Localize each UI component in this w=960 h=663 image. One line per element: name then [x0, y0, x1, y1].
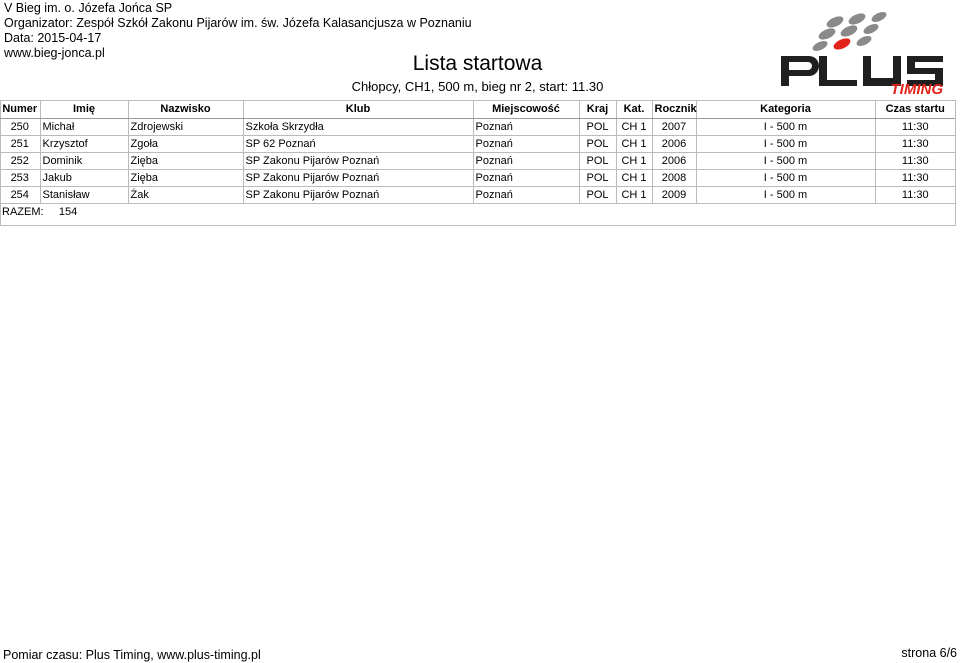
col-kat: Kat.	[616, 100, 652, 119]
col-miejscowosc: Miejscowość	[473, 100, 579, 119]
page-subtitle: Chłopcy, CH1, 500 m, bieg nr 2, start: 11.30	[351, 79, 604, 94]
col-klub: Klub	[243, 100, 473, 119]
cell-numer: 251	[0, 136, 40, 153]
table-row	[0, 187, 955, 204]
cell-kraj: POL	[579, 170, 616, 187]
cell-kategoria: I - 500 m	[696, 153, 875, 170]
cell-kraj: POL	[579, 119, 616, 136]
cell-klub: Szkoła Skrzydła	[243, 119, 473, 136]
cell-rocznik: 2006	[652, 153, 696, 170]
total-label: RAZEM:	[2, 206, 44, 218]
cell-imie: Stanisław	[40, 187, 128, 204]
cell-nazwisko: Zięba	[128, 170, 243, 187]
cell-imie: Krzysztof	[40, 136, 128, 153]
cell-kat: CH 1	[616, 170, 652, 187]
event-name: V Bieg im. o. Józefa Jońca SP	[4, 1, 173, 15]
cell-kategoria: I - 500 m	[696, 136, 875, 153]
start-list-table	[0, 100, 955, 220]
cell-imie: Dominik	[40, 153, 128, 170]
cell-kat: CH 1	[616, 119, 652, 136]
table-row	[0, 136, 955, 153]
event-website[interactable]: www.bieg-jonca.pl	[4, 46, 105, 60]
page-title: Lista startowa	[412, 52, 543, 75]
cell-numer: 253	[0, 170, 40, 187]
col-numer: Numer	[0, 100, 40, 119]
logo-timing-text	[891, 81, 944, 96]
cell-miejscowosc: Poznań	[473, 170, 579, 187]
total-empty	[128, 204, 955, 221]
table-header-row	[0, 100, 955, 119]
col-nazwisko: Nazwisko	[128, 100, 243, 119]
col-kraj: Kraj	[579, 100, 616, 119]
cell-czas-startu: 11:30	[875, 170, 955, 187]
col-czas-startu: Czas startu	[875, 100, 955, 119]
table-row	[0, 170, 955, 187]
cell-klub: SP Zakonu Pijarów Poznań	[243, 153, 473, 170]
cell-kategoria: I - 500 m	[696, 170, 875, 187]
cell-kategoria: I - 500 m	[696, 187, 875, 204]
col-kategoria: Kategoria	[696, 100, 875, 119]
cell-kat: CH 1	[616, 153, 652, 170]
logo-timing-word: TIMING	[890, 81, 943, 96]
total-cell	[0, 204, 128, 221]
cell-kat: CH 1	[616, 136, 652, 153]
cell-kat: CH 1	[616, 187, 652, 204]
cell-numer: 250	[0, 119, 40, 136]
cell-kategoria: I - 500 m	[696, 119, 875, 136]
cell-numer: 252	[0, 153, 40, 170]
cell-kraj: POL	[579, 187, 616, 204]
cell-kraj: POL	[579, 136, 616, 153]
col-imie: Imię	[40, 100, 128, 119]
total-row	[0, 204, 955, 221]
cell-numer: 254	[0, 187, 40, 204]
cell-nazwisko: Żak	[128, 187, 243, 204]
col-rocznik: Rocznik	[652, 100, 696, 119]
cell-imie: Michał	[40, 119, 128, 136]
cell-miejscowosc: Poznań	[473, 187, 579, 204]
table-row	[0, 153, 955, 170]
cell-klub: SP Zakonu Pijarów Poznań	[243, 170, 473, 187]
cell-miejscowosc: Poznań	[473, 136, 579, 153]
logo-dots	[811, 10, 888, 53]
organizer: Organizator: Zespół Szkół Zakonu Pijarów im. św. Józefa Kalasancjusza w Poznaniu	[4, 16, 472, 30]
cell-nazwisko: Zdrojewski	[128, 119, 243, 136]
cell-czas-startu: 11:30	[875, 153, 955, 170]
total-value: 154	[58, 206, 78, 218]
page-number: strona 6/6	[901, 646, 957, 660]
cell-czas-startu: 11:30	[875, 187, 955, 204]
cell-rocznik: 2006	[652, 136, 696, 153]
plus-timing-logo	[779, 10, 945, 96]
footer-timing: Pomiar czasu: Plus Timing, www.plus-timing.pl	[3, 648, 261, 662]
cell-klub: SP 62 Poznań	[243, 136, 473, 153]
cell-rocznik: 2009	[652, 187, 696, 204]
cell-nazwisko: Zgoła	[128, 136, 243, 153]
cell-czas-startu: 11:30	[875, 136, 955, 153]
cell-rocznik: 2008	[652, 170, 696, 187]
cell-miejscowosc: Poznań	[473, 119, 579, 136]
cell-klub: SP Zakonu Pijarów Poznań	[243, 187, 473, 204]
cell-rocznik: 2007	[652, 119, 696, 136]
cell-imie: Jakub	[40, 170, 128, 187]
event-date: Data: 2015-04-17	[4, 31, 102, 45]
cell-czas-startu: 11:30	[875, 119, 955, 136]
cell-kraj: POL	[579, 153, 616, 170]
cell-nazwisko: Zięba	[128, 153, 243, 170]
table-row	[0, 119, 955, 136]
cell-miejscowosc: Poznań	[473, 153, 579, 170]
